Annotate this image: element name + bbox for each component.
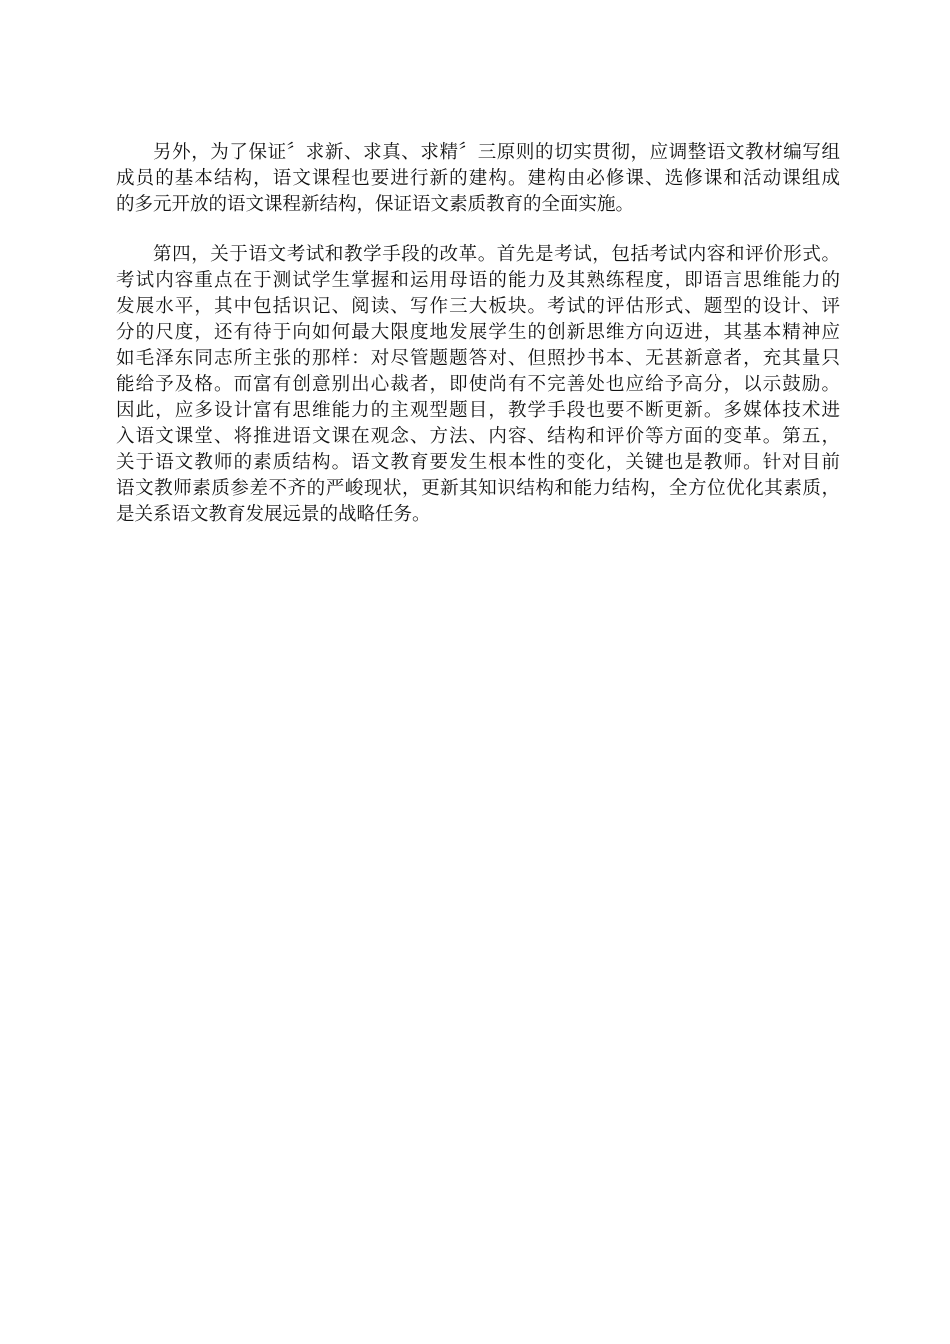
paragraph-textbook-structure [116,140,840,218]
paragraph-line: 成员的基本结构，语文课程也要进行新的建构。建构由必修课、选修课和活动课组成 [116,168,840,189]
paragraph-line: 考试内容重点在于测试学生掌握和运用母语的能力及其熟练程度，即语言思维能力的 [116,270,840,291]
paragraph-line: 分的尺度，还有待于向如何最大限度地发展学生的创新思维方向迈进，其基本精神应 [116,322,840,343]
paragraph-line: 如毛泽东同志所主张的那样：对尽管题题答对、但照抄书本、无甚新意者，充其量只 [116,348,840,369]
paragraph-line: 因此，应多设计富有思维能力的主观型题目，教学手段也要不断更新。多媒体技术进 [116,400,840,421]
paragraph-line: 语文教师素质参差不齐的严峻现状，更新其知识结构和能力结构，全方位优化其素质， [116,478,840,499]
paragraph-line: 第四，关于语文考试和教学手段的改革。首先是考试，包括考试内容和评价形式。 [153,244,840,265]
paragraph-line: 入语文课堂、将推进语文课在观念、方法、内容、结构和评价等方面的变革。第五， [116,426,840,447]
paragraph-line: 的多元开放的语文课程新结构，保证语文素质教育的全面实施。 [116,194,635,215]
paragraph-line: 关于语文教师的素质结构。语文教育要发生根本性的变化，关键也是教师。针对目前 [116,452,840,473]
paragraph-line: 另外，为了保证〞求新、求真、求精〞三原则的切实贯彻，应调整语文教材编写组 [153,142,840,163]
paragraph-line: 发展水平，其中包括识记、阅读、写作三大板块。考试的评估形式、题型的设计、评 [116,296,840,317]
paragraph-exam-reform [116,242,840,528]
paragraph-line: 是关系语文教育发展远景的战略任务。 [116,504,431,525]
paragraph-line: 能给予及格。而富有创意别出心裁者，即使尚有不完善处也应给予高分，以示鼓励。 [116,374,840,395]
